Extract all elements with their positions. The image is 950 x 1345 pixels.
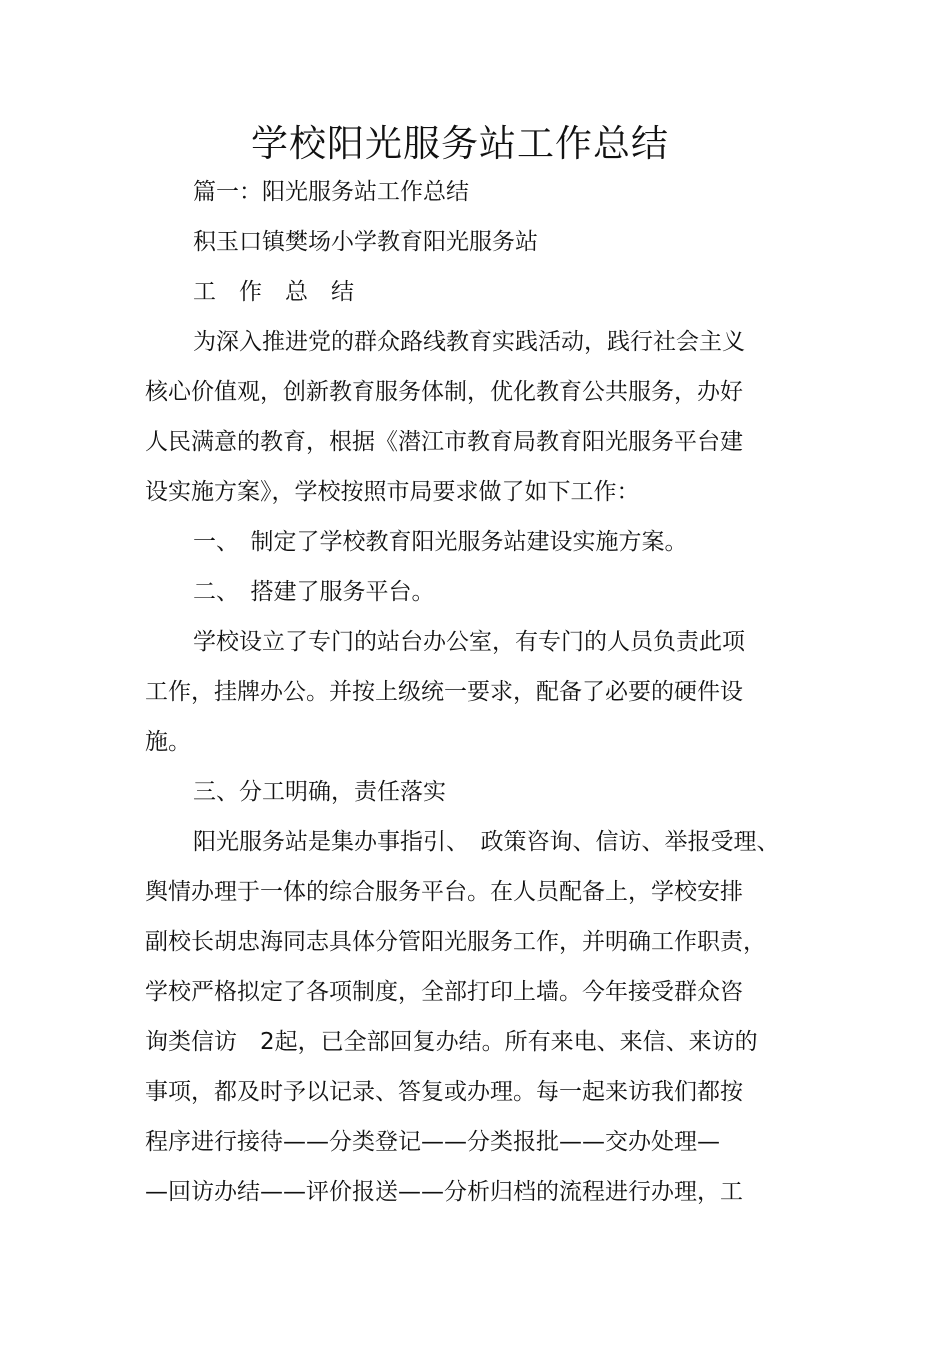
paragraph-line: —回访办结——评价报送——分析归档的流程进行办理，工 (145, 1179, 743, 1205)
paragraph-line: 事项，都及时予以记录、答复或办理。每一起来访我们都按 (145, 1079, 743, 1105)
paragraph-line: 副校长胡忠海同志具体分管阳光服务工作，并明确工作职责， (145, 929, 766, 955)
paragraph-line: 舆情办理于一体的综合服务平台。在人员配备上，学校安排 (145, 879, 743, 905)
paragraph-line: 学校严格拟定了各项制度，全部打印上墙。今年接受群众咨 (145, 979, 743, 1005)
document-title: 学校阳光服务站工作总结 (251, 122, 669, 165)
paragraph-line: 核心价值观，创新教育服务体制，优化教育公共服务，办好 (145, 379, 743, 405)
subtitle-line: 篇一：阳光服务站工作总结 (193, 179, 469, 205)
list-item: 一、 制定了学校教育阳光服务站建设实施方案。 (193, 529, 688, 555)
paragraph-line: 施。 (145, 729, 191, 755)
paragraph-line: 学校设立了专门的站台办公室，有专门的人员负责此项 (193, 629, 745, 655)
paragraph-line: 人民满意的教育，根据《潜江市教育局教育阳光服务平台建 (145, 429, 743, 455)
paragraph-line: 询类信访 2起，已全部回复办结。所有来电、来信、来访的 (145, 1029, 758, 1055)
list-item: 三、分工明确，责任落实 (193, 779, 446, 805)
school-name-line: 积玉口镇樊场小学教育阳光服务站 (193, 229, 538, 255)
paragraph-line: 为深入推进党的群众路线教育实践活动，践行社会主义 (193, 329, 745, 355)
section-heading: 工 作 总 结 (193, 279, 354, 305)
paragraph-line: 阳光服务站是集办事指引、 政策咨询、信访、举报受理、 (193, 829, 780, 855)
paragraph-line: 程序进行接待——分类登记——分类报批——交办处理— (145, 1129, 720, 1155)
paragraph-line: 工作，挂牌办公。并按上级统一要求，配备了必要的硬件设 (145, 679, 743, 705)
list-item: 二、 搭建了服务平台。 (193, 579, 435, 605)
paragraph-line: 设实施方案》，学校按照市局要求做了如下工作： (145, 479, 640, 505)
